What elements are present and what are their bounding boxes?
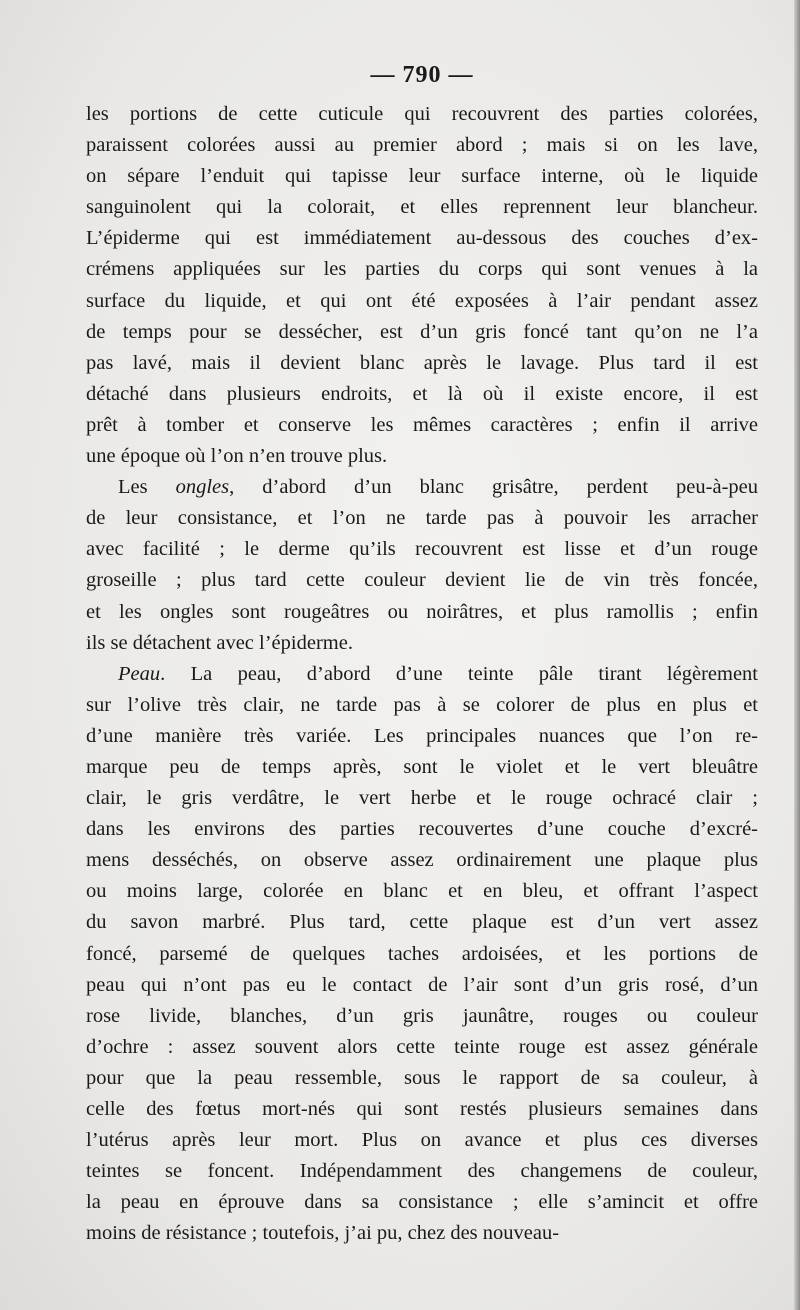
- text-line: détaché dans plusieurs endroits, et là où il existe encore, il est: [86, 382, 758, 405]
- text-line: paraissent colorées aussi au premier abord ; mais si on les lave,: [86, 134, 758, 157]
- text-line: les portions de cette cuticule qui recouvrent des parties colorées,: [86, 103, 758, 125]
- text-line: moins de résistance ; toutefois, j’ai pu, chez des nouveau-: [86, 1222, 560, 1245]
- text-line: de leur consistance, et l’on ne tarde pas à pouvoir les arracher: [86, 507, 758, 530]
- text-line: clair, le gris verdâtre, le vert herbe et le rouge ochracé clair ;: [86, 787, 758, 810]
- text-line: pour que la peau ressemble, sous le rapport de sa couleur, à: [86, 1066, 758, 1089]
- text-line: dans les environs des parties recouvertes d’une couche d’excré-: [86, 818, 758, 841]
- text-line: sur l’olive très clair, ne tarde pas à se colorer de plus en plus et: [86, 693, 758, 716]
- text-line: et les ongles sont rougeâtres ou noirâtres, et plus ramollis ; enfin: [86, 600, 758, 623]
- text-line: crémens appliquées sur les parties du corps qui sont venues à la: [86, 258, 758, 281]
- text-line: Peau. La peau, d’abord d’une teinte pâle tirant légèrement: [118, 662, 758, 685]
- italic-term: ongles: [175, 476, 230, 499]
- text-line: marque peu de temps après, sont le violet et le vert bleuâtre: [86, 755, 758, 778]
- page-number: — 790 —: [370, 62, 474, 88]
- text-line: du savon marbré. Plus tard, cette plaque est d’un vert assez: [86, 911, 758, 934]
- text-line: la peau en éprouve dans sa consistance ; elle s’amincit et offre: [86, 1191, 758, 1214]
- text-line: on sépare l’enduit qui tapisse leur surface interne, où le liquide: [86, 165, 758, 188]
- text-line: avec facilité ; le derme qu’ils recouvrent est lisse et d’un rouge: [86, 538, 758, 561]
- text-line: mens desséchés, on observe assez ordinairement une plaque plus: [86, 849, 758, 872]
- text-line: l’utérus après leur mort. Plus on avance et plus ces diverses: [86, 1129, 758, 1152]
- text-line: rose livide, blanches, d’un gris jaunâtre, rouges ou couleur: [86, 1004, 758, 1027]
- text-line: ils se détachent avec l’épiderme.: [86, 631, 353, 654]
- page-text: [86, 99, 758, 1249]
- text-line: sanguinolent qui la colorait, et elles reprennent leur blancheur.: [86, 196, 758, 219]
- text-line: pas lavé, mais il devient blanc après le lavage. Plus tard il est: [86, 351, 758, 374]
- text-line: d’une manière très variée. Les principales nuances que l’on re-: [86, 724, 758, 747]
- text-line: peau qui n’ont pas eu le contact de l’air sont d’un gris rosé, d’un: [86, 973, 758, 996]
- text-line: teintes se foncent. Indépendamment des changemens de couleur,: [86, 1160, 758, 1183]
- text-line: Les ongles, d’abord d’un blanc grisâtre, perdent peu-à-peu: [118, 476, 758, 499]
- text-line: surface du liquide, et qui ont été exposées à l’air pendant assez: [86, 289, 758, 312]
- text-line: L’épiderme qui est immédiatement au-dessous des couches d’ex-: [86, 227, 758, 250]
- text-line: prêt à tomber et conserve les mêmes caractères ; enfin il arrive: [86, 413, 758, 436]
- text-line: une époque où l’on n’en trouve plus.: [86, 445, 388, 468]
- italic-term: Peau: [118, 662, 161, 685]
- text-line: d’ochre : assez souvent alors cette teinte rouge est assez générale: [86, 1035, 758, 1058]
- text-line: ou moins large, colorée en blanc et en bleu, et offrant l’aspect: [86, 880, 758, 903]
- text-line: celle des fœtus mort-nés qui sont restés plusieurs semaines dans: [86, 1098, 758, 1120]
- text-line: de temps pour se dessécher, est d’un gris foncé tant qu’on ne l’a: [86, 320, 758, 343]
- text-line: groseille ; plus tard cette couleur devient lie de vin très foncée,: [86, 569, 758, 592]
- text-line: foncé, parsemé de quelques taches ardoisées, et les portions de: [86, 942, 758, 965]
